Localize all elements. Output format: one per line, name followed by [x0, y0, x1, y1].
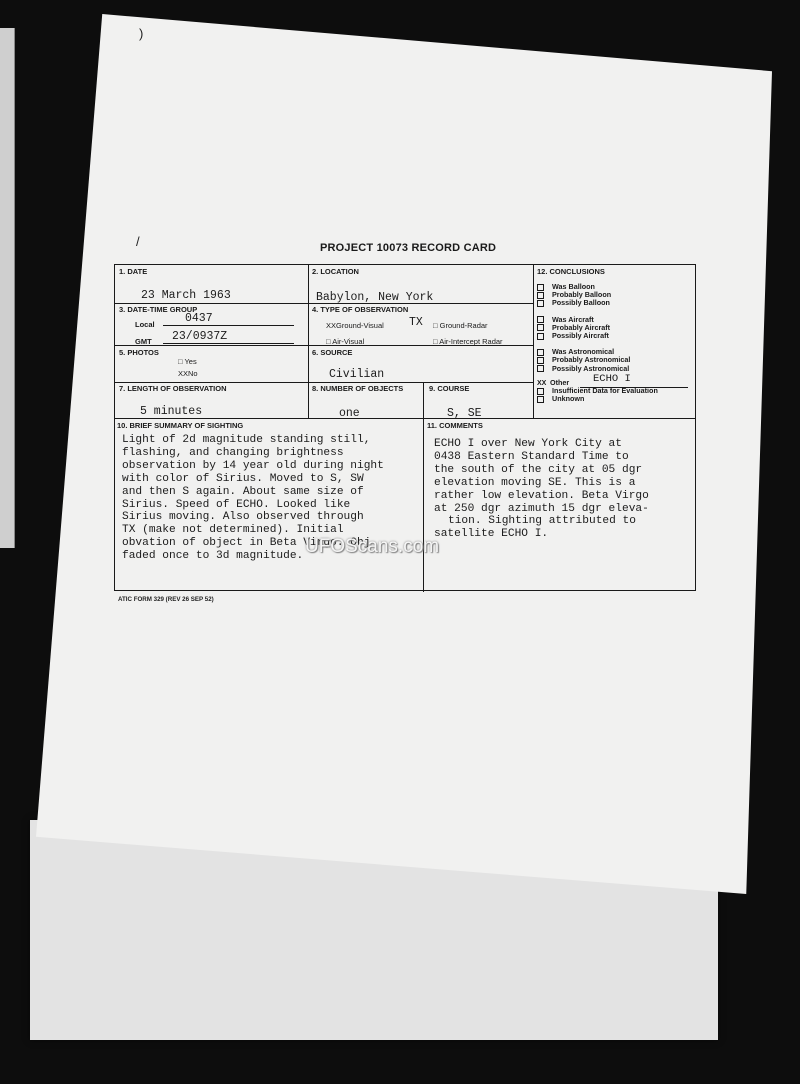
- conclusion-probably-aircraft: Probably Aircraft: [537, 324, 697, 332]
- number-of-objects-label: 8. NUMBER OF OBJECTS: [312, 384, 404, 393]
- ground-visual-option: XXGround-Visual: [326, 321, 384, 330]
- gmt-time-value: 23/0937Z: [172, 330, 228, 343]
- comments-line: satellite ECHO I.: [434, 528, 549, 541]
- summary-line: faded once to 3d magnitude.: [122, 550, 304, 563]
- ground-visual-note: TX: [409, 316, 423, 329]
- conclusion-was-astronomical: Was Astronomical: [537, 348, 697, 356]
- summary-line: flashing, and changing brightness: [122, 446, 344, 459]
- location-label: 2. LOCATION: [312, 267, 359, 276]
- checkbox-icon: [537, 316, 544, 323]
- date-label: 1. DATE: [119, 267, 148, 276]
- source-value: Civilian: [329, 368, 385, 381]
- checkbox-icon: [537, 333, 544, 340]
- type-of-observation-label: 4. TYPE OF OBSERVATION: [312, 305, 409, 314]
- checkbox-icon: [537, 388, 544, 395]
- course-value: S, SE: [447, 407, 482, 420]
- conclusion-possibly-balloon: Possibly Balloon: [537, 299, 697, 307]
- summary-line: Light of 2d magnitude standing still,: [122, 434, 371, 446]
- checkbox-icon: [537, 357, 544, 364]
- comments-line: ECHO I over New York City at: [434, 438, 622, 450]
- conclusion-probably-astronomical: Probably Astronomical: [537, 356, 697, 364]
- conclusion-was-balloon: Was Balloon: [537, 283, 697, 291]
- length-of-observation-label: 7. LENGTH OF OBSERVATION: [119, 384, 227, 393]
- checked-mark-icon: XX: [537, 380, 547, 388]
- checkbox-icon: [537, 349, 544, 356]
- card-title: PROJECT 10073 RECORD CARD: [320, 242, 497, 254]
- comments-line: at 250 dgr azimuth 15 dgr eleva-: [434, 502, 649, 515]
- conclusions-list: [537, 283, 697, 403]
- checkbox-icon: [537, 300, 544, 307]
- summary-line: TX (make not determined). Initial: [122, 524, 344, 537]
- summary-line: and then S again. About same size of: [122, 485, 364, 498]
- brief-summary-label: 10. BRIEF SUMMARY OF SIGHTING: [117, 421, 244, 430]
- checkbox-icon: [537, 396, 544, 403]
- other-conclusion-value: ECHO I: [593, 372, 631, 385]
- checkbox-icon: [537, 284, 544, 291]
- comments-line: tion. Sighting attributed to: [448, 515, 636, 528]
- comments-text: [434, 438, 649, 541]
- summary-line: Sirius. Speed of ECHO. Looked like: [122, 498, 351, 511]
- form-number: ATIC FORM 329 (REV 26 SEP 52): [118, 596, 214, 603]
- local-time-value: 0437: [185, 312, 213, 325]
- air-visual-option: □ Air-Visual: [326, 337, 365, 346]
- conclusion-unknown: Unknown: [537, 395, 697, 403]
- comments-line: 0438 Eastern Standard Time to: [434, 450, 629, 463]
- source-label: 6. SOURCE: [312, 348, 353, 357]
- photos-label: 5. PHOTOS: [119, 348, 159, 357]
- checkbox-icon: [537, 324, 544, 331]
- summary-line: with color of Sirius. Moved to S, SW: [122, 472, 364, 485]
- air-intercept-radar-option: □ Air-Intercept Radar: [433, 337, 503, 346]
- photos-yes-option: □ Yes: [178, 357, 197, 366]
- comments-label: 11. COMMENTS: [427, 421, 483, 430]
- stray-mark-side: /: [136, 234, 140, 249]
- conclusion-other: XX Other ECHO I: [537, 379, 697, 387]
- comments-line: rather low elevation. Beta Virgo: [434, 489, 649, 502]
- summary-line: Sirius moving. Also observed through: [122, 511, 364, 524]
- gmt-label: GMT: [135, 337, 152, 346]
- conclusion-insufficient-data: Insufficient Data for Evaluation: [537, 387, 697, 395]
- location-value: Babylon, New York: [316, 291, 434, 304]
- checkbox-icon: [537, 292, 544, 299]
- local-label: Local: [135, 320, 155, 329]
- conclusions-label: 12. CONCLUSIONS: [537, 267, 605, 276]
- comments-line: elevation moving SE. This is a: [434, 476, 636, 489]
- date-time-group-label: 3. DATE-TIME GROUP: [119, 305, 198, 314]
- number-of-objects-value: one: [339, 407, 360, 420]
- watermark: UFOScans.com: [305, 536, 440, 557]
- conclusion-possibly-aircraft: Possibly Aircraft: [537, 332, 697, 340]
- summary-line: obvation of object in Beta Virgo. Obj: [122, 537, 371, 550]
- checkbox-icon: [537, 365, 544, 372]
- conclusion-probably-balloon: Probably Balloon: [537, 291, 697, 299]
- date-value: 23 March 1963: [141, 289, 231, 302]
- comments-line: the south of the city at 05 dgr: [434, 463, 643, 476]
- photos-no-option: XXNo: [178, 369, 198, 378]
- length-of-observation-value: 5 minutes: [140, 405, 203, 418]
- course-label: 9. COURSE: [429, 384, 470, 393]
- conclusion-was-aircraft: Was Aircraft: [537, 316, 697, 324]
- ground-radar-option: □ Ground-Radar: [433, 321, 488, 330]
- summary-line: observation by 14 year old during night: [122, 459, 384, 472]
- stray-mark-top: ): [139, 26, 144, 41]
- conclusion-possibly-astronomical: Possibly Astronomical: [537, 365, 697, 373]
